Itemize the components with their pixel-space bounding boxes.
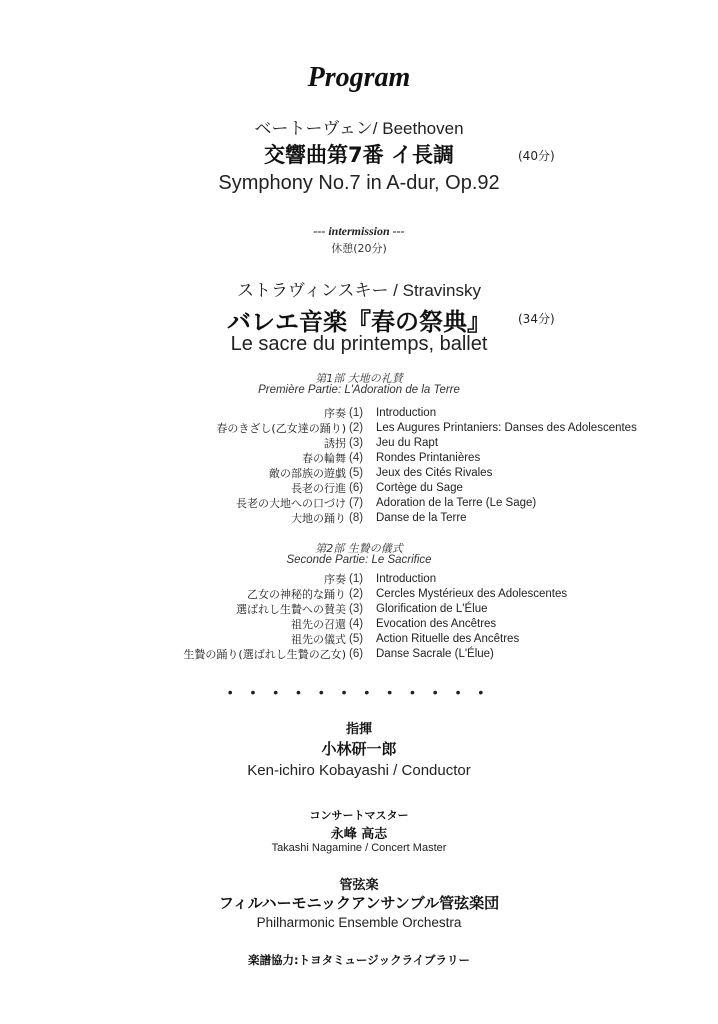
dot-separator: • • • • • • • • • • • • (227, 684, 491, 700)
movement-ja: 敵の部族の遊戯 (269, 467, 346, 480)
movement-number: (6) (349, 482, 364, 494)
movement-ja: 祖先の召還 (291, 618, 346, 631)
part1-movement (0, 436, 718, 451)
conductor-name-en: Ken-ichiro Kobayashi / Conductor (247, 762, 471, 779)
movement-number: (6) (349, 648, 364, 660)
part1-movement (0, 481, 718, 496)
movement-number: (1) (349, 573, 364, 585)
composer-stravinsky: ストラヴィンスキー / Stravinsky (236, 281, 482, 300)
part2-title-fr: Seconde Partie: Le Sacrifice (286, 554, 432, 566)
part1-movement (0, 466, 718, 481)
work-title-ja-stravinsky: バレエ音楽『春の祭典』 (227, 308, 491, 336)
movement-number: (3) (349, 603, 364, 615)
movement-number: (1) (349, 407, 364, 419)
movement-fr: Evocation des Ancêtres (376, 618, 497, 630)
part2-movement (0, 602, 718, 617)
duration-beethoven: (40分) (518, 149, 555, 163)
concertmaster-role-ja: コンサートマスター (309, 809, 409, 822)
part1-movement (0, 511, 718, 526)
movement-number: (5) (349, 633, 364, 645)
movement-fr: Introduction (376, 407, 437, 419)
movement-ja: 生贄の踊り(選ばれし生贄の乙女) (183, 648, 346, 661)
work-title-en-stravinsky: Le sacre du printemps, ballet (230, 333, 488, 355)
orchestra-role-ja: 管弦楽 (339, 878, 379, 893)
part1-title-fr: Première Partie: L'Adoration de la Terre (258, 384, 460, 396)
intermission-ja: 休憩(20分) (331, 242, 387, 255)
concertmaster-name-ja: 永峰 高志 (330, 827, 388, 842)
concertmaster-name-en: Takashi Nagamine / Concert Master (271, 842, 447, 854)
movement-number: (2) (349, 588, 364, 600)
movement-ja: 長老の行進 (291, 482, 346, 495)
part1-title-ja: 第1部 大地の礼賛 (315, 372, 403, 385)
movement-ja: 祖先の儀式 (291, 633, 346, 646)
movement-ja: 春のきざし(乙女達の踊り) (216, 422, 346, 435)
movement-number: (7) (349, 497, 364, 509)
part1-movement (0, 451, 718, 466)
part2-movement (0, 617, 718, 632)
orchestra-name-ja: フィルハーモニックアンサンブル管弦楽団 (218, 894, 500, 912)
movement-number: (3) (349, 437, 364, 449)
movement-ja: 大地の踊り (291, 512, 346, 525)
part2-movement (0, 632, 718, 647)
movement-number: (2) (349, 422, 364, 434)
part2-movement (0, 587, 718, 602)
movement-fr: Les Augures Printaniers: Danses des Adolescentes (376, 422, 637, 434)
movement-fr: Adoration de la Terre (Le Sage) (376, 497, 537, 509)
part2-movement (0, 572, 718, 587)
movement-fr: Action Rituelle des Ancêtres (376, 633, 520, 645)
part1-movement (0, 406, 718, 421)
work-title-ja-beethoven: 交響曲第7番 イ長調 (264, 143, 454, 167)
movement-ja: 乙女の神秘的な踊り (247, 588, 346, 601)
movement-ja: 誘拐 (324, 437, 346, 450)
part1-movement (0, 496, 718, 511)
orchestra-name-en: Philharmonic Ensemble Orchestra (256, 915, 462, 930)
movement-number: (8) (349, 512, 364, 524)
movement-fr: Jeux des Cités Rivales (376, 467, 493, 479)
duration-stravinsky: (34分) (518, 312, 555, 326)
movement-fr: Cercles Mystérieux des Adolescentes (376, 588, 568, 600)
movement-ja: 序奏 (324, 573, 346, 586)
conductor-role-ja: 指揮 (345, 722, 372, 737)
movement-ja: 選ばれし生贄への賛美 (236, 603, 346, 616)
movement-number: (4) (349, 452, 364, 464)
score-credit: 楽譜協力:トヨタミュージックライブラリー (248, 953, 470, 967)
movement-number: (5) (349, 467, 364, 479)
movement-fr: Cortège du Sage (376, 482, 463, 494)
movement-number: (4) (349, 618, 364, 630)
work-title-en-beethoven: Symphony No.7 in A-dur, Op.92 (218, 172, 500, 194)
conductor-name-ja: 小林研一郎 (321, 740, 397, 758)
part2-movement (0, 647, 718, 662)
part2-title-ja: 第2部 生贄の儀式 (315, 542, 403, 555)
movement-ja: 長老の大地への口づけ (236, 497, 346, 510)
part1-movement (0, 421, 718, 436)
movement-ja: 春の輪舞 (302, 452, 346, 465)
program-title: Program (307, 62, 411, 93)
movement-fr: Jeu du Rapt (376, 437, 439, 449)
movement-fr: Introduction (376, 573, 437, 585)
movement-fr: Glorification de L'Élue (376, 603, 488, 615)
movement-fr: Danse Sacrale (L'Élue) (376, 648, 494, 660)
movement-fr: Danse de la Terre (376, 512, 467, 524)
movement-fr: Rondes Printanières (376, 452, 481, 464)
movement-ja: 序奏 (324, 407, 346, 420)
intermission-label: --- intermission --- (313, 224, 405, 238)
composer-beethoven: ベートーヴェン/ Beethoven (254, 119, 464, 138)
